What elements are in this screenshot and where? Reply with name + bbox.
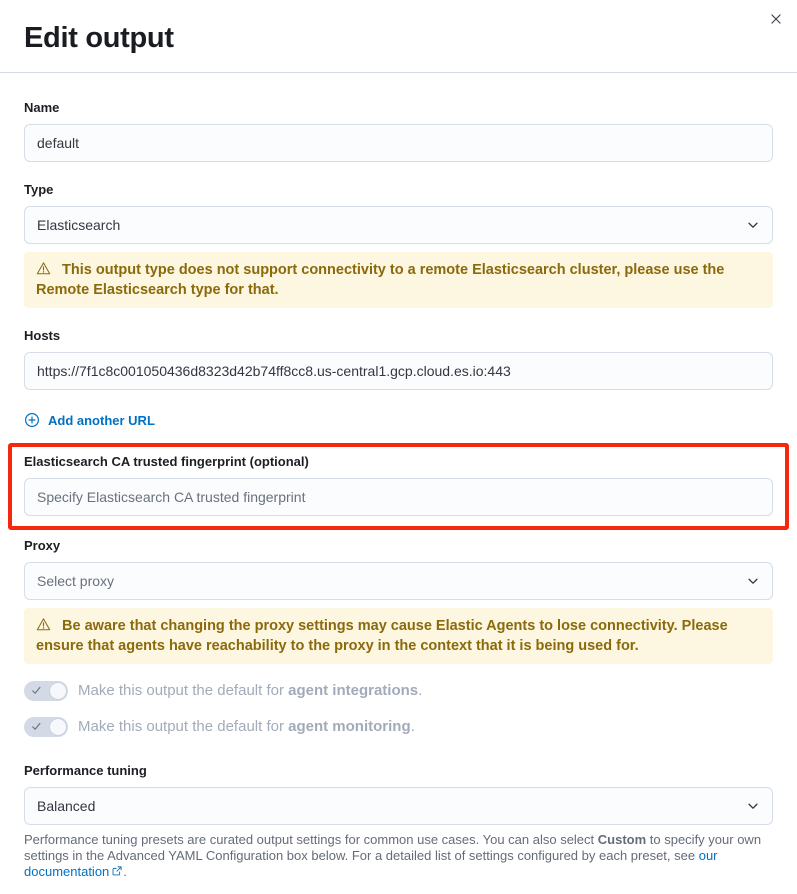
toggle-knob: [49, 718, 67, 736]
documentation-link[interactable]: our documentation: [24, 848, 718, 879]
default-monitoring-label: Make this output the default for agent monitoring.: [78, 718, 415, 735]
fingerprint-label: Elasticsearch CA trusted fingerprint (optional): [24, 454, 309, 469]
check-icon: [31, 721, 42, 732]
proxy-field-group: [24, 538, 773, 664]
proxy-label: Proxy: [24, 538, 61, 553]
plus-circle-icon: [24, 412, 40, 428]
proxy-select[interactable]: [24, 562, 773, 600]
proxy-warning-callout: [24, 608, 773, 664]
close-button[interactable]: [763, 6, 789, 32]
default-monitoring-toggle[interactable]: [24, 717, 68, 737]
performance-select-value: Balanced: [37, 798, 96, 814]
hosts-field-group: [24, 328, 773, 433]
add-url-button[interactable]: [24, 412, 155, 428]
close-icon: [770, 13, 782, 25]
performance-field-group: [24, 763, 773, 880]
warning-icon: [36, 262, 62, 278]
check-icon: [31, 685, 42, 696]
chevron-down-icon: [746, 218, 760, 232]
chevron-down-icon: [746, 799, 760, 813]
page-title: Edit output: [24, 22, 174, 54]
performance-select[interactable]: [24, 787, 773, 825]
default-integrations-row: [24, 680, 773, 701]
name-label: Name: [24, 100, 60, 115]
toggle-knob: [49, 682, 67, 700]
type-select[interactable]: [24, 206, 773, 244]
flyout-header: [0, 0, 797, 73]
type-field-group: [24, 182, 773, 308]
external-link-icon: [109, 864, 123, 879]
hosts-input[interactable]: [24, 352, 773, 390]
hosts-label: Hosts: [24, 328, 61, 343]
type-warning-text: This output type does not support connectivity to a remote Elasticsearch cluster, please use the Remote Elasticsearch type for that.: [36, 262, 725, 298]
performance-help-text: Performance tuning presets are curated output settings for common use cases. You can also select Custom to specify your own settings in the Advanced YAML Configuration box below. For a detailed list of settings configured by each preset, see our documentation .: [24, 832, 762, 879]
proxy-warning-text: Be aware that changing the proxy settings may cause Elastic Agents to lose connectivity. Please ensure that agents have reachability to the proxy in the context that it is being used for.: [36, 618, 728, 654]
default-integrations-label: Make this output the default for agent integrations.: [78, 682, 423, 699]
performance-label: Performance tuning: [24, 763, 147, 778]
fingerprint-highlight-box: [8, 443, 789, 530]
name-field-group: [24, 100, 773, 162]
warning-icon: [36, 618, 62, 634]
type-label: Type: [24, 182, 54, 197]
default-integrations-toggle[interactable]: [24, 681, 68, 701]
type-warning-callout: [24, 252, 773, 308]
default-monitoring-row: [24, 716, 773, 737]
chevron-down-icon: [746, 574, 760, 588]
flyout-body: [0, 73, 797, 894]
proxy-select-placeholder: Select proxy: [37, 573, 115, 589]
fingerprint-input[interactable]: [24, 478, 773, 516]
type-select-value: Elasticsearch: [37, 217, 121, 233]
name-input[interactable]: [24, 124, 773, 162]
add-url-label: Add another URL: [48, 412, 155, 428]
